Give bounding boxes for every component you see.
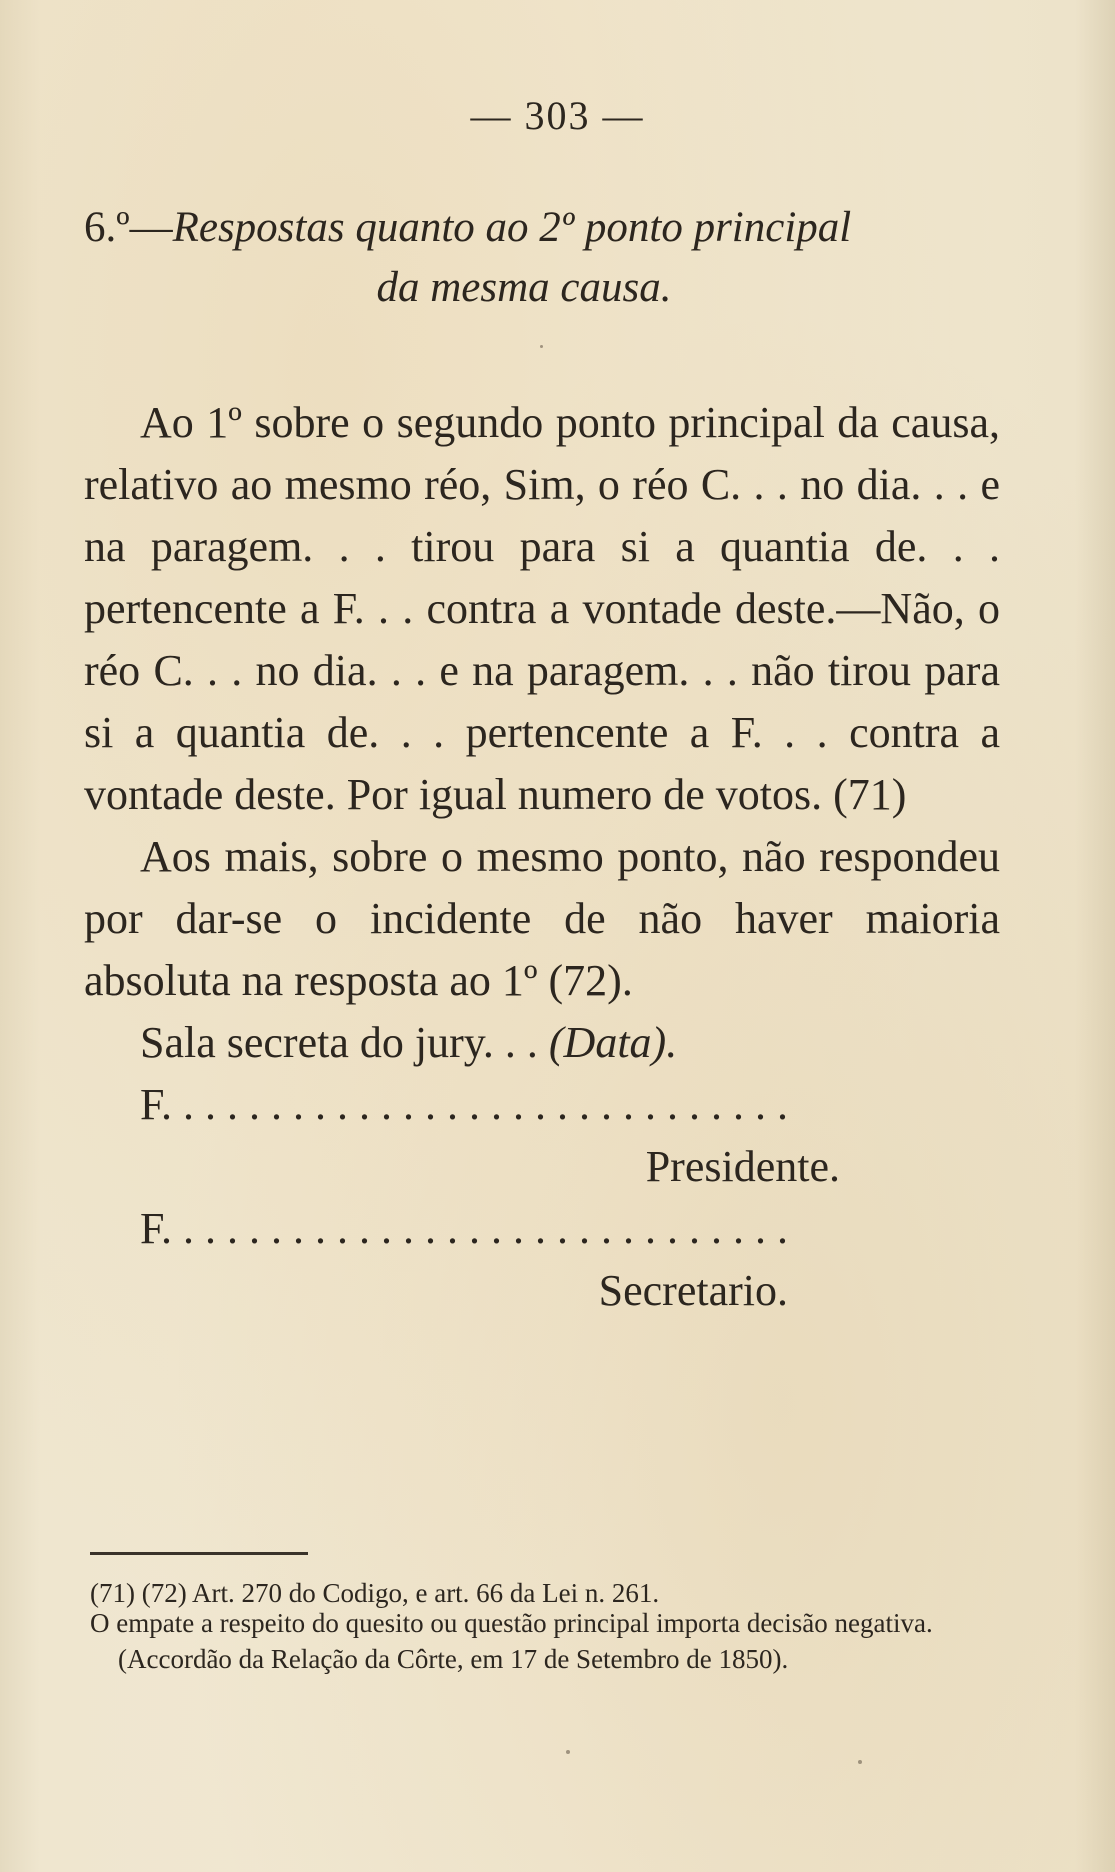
- paragraph-other-answers: Aos mais, sobre o mesmo ponto, não respondeu por dar-se o incidente de não haver maioria absoluta na resposta ao 1º (72).: [84, 832, 1000, 1005]
- section-number: 6.º—: [84, 204, 173, 251]
- section-heading: [84, 198, 1004, 318]
- president-signature-line: [140, 1074, 1000, 1136]
- body-text: [84, 392, 1000, 1322]
- paper-speck: [858, 1760, 862, 1764]
- place-date-line: [84, 1012, 1000, 1074]
- footnotes: [90, 1578, 1002, 1674]
- footnote-explanation: O empate a respeito do quesito ou questão principal importa decisão negativa.: [90, 1608, 933, 1638]
- president-initial: F.: [140, 1080, 172, 1129]
- place-text: Sala secreta do jury. . .: [140, 1018, 549, 1067]
- date-label: (Data).: [548, 1018, 678, 1067]
- page-number: — 303 —: [470, 93, 645, 138]
- paper-speck: [566, 1750, 570, 1754]
- section-title-line1: Respostas quanto ao 2º ponto principal: [172, 204, 852, 251]
- section-title-line2: da mesma causa.: [376, 264, 672, 311]
- footnote-citation: (Accordão da Relação da Côrte, em 17 de Setembro de 1850).: [118, 1644, 789, 1674]
- president-title: Presidente.: [645, 1142, 840, 1191]
- secretary-signature-line: [140, 1198, 1000, 1260]
- secretary-dots: . . . . . . . . . . . . . . . . . . . . . . . . . . . .: [171, 1204, 788, 1253]
- paper-speck: [540, 345, 543, 348]
- paragraph-first-answer: Ao 1º sobre o segundo ponto principal da causa, relativo ao mesmo réo, Sim, o réo C. . . no dia. . . e na paragem. . . tirou para si a quantia de. . . pertencente a F. . . contra a vontade deste.—Não, o réo C. . . no dia. . . e na paragem. . . não tirou para si a quantia de. . . pertencente a F. . . contra a vontade deste. Por igual numero de votos. (71): [84, 398, 1000, 819]
- secretary-initial: F.: [140, 1204, 172, 1253]
- president-dots: . . . . . . . . . . . . . . . . . . . . . . . . . . . .: [171, 1080, 788, 1129]
- footnote-reference: (71) (72) Art. 270 do Codigo, e art. 66 da Lei n. 261.: [90, 1578, 660, 1608]
- footnote-rule: [90, 1552, 308, 1555]
- secretary-title: Secretario.: [598, 1266, 788, 1315]
